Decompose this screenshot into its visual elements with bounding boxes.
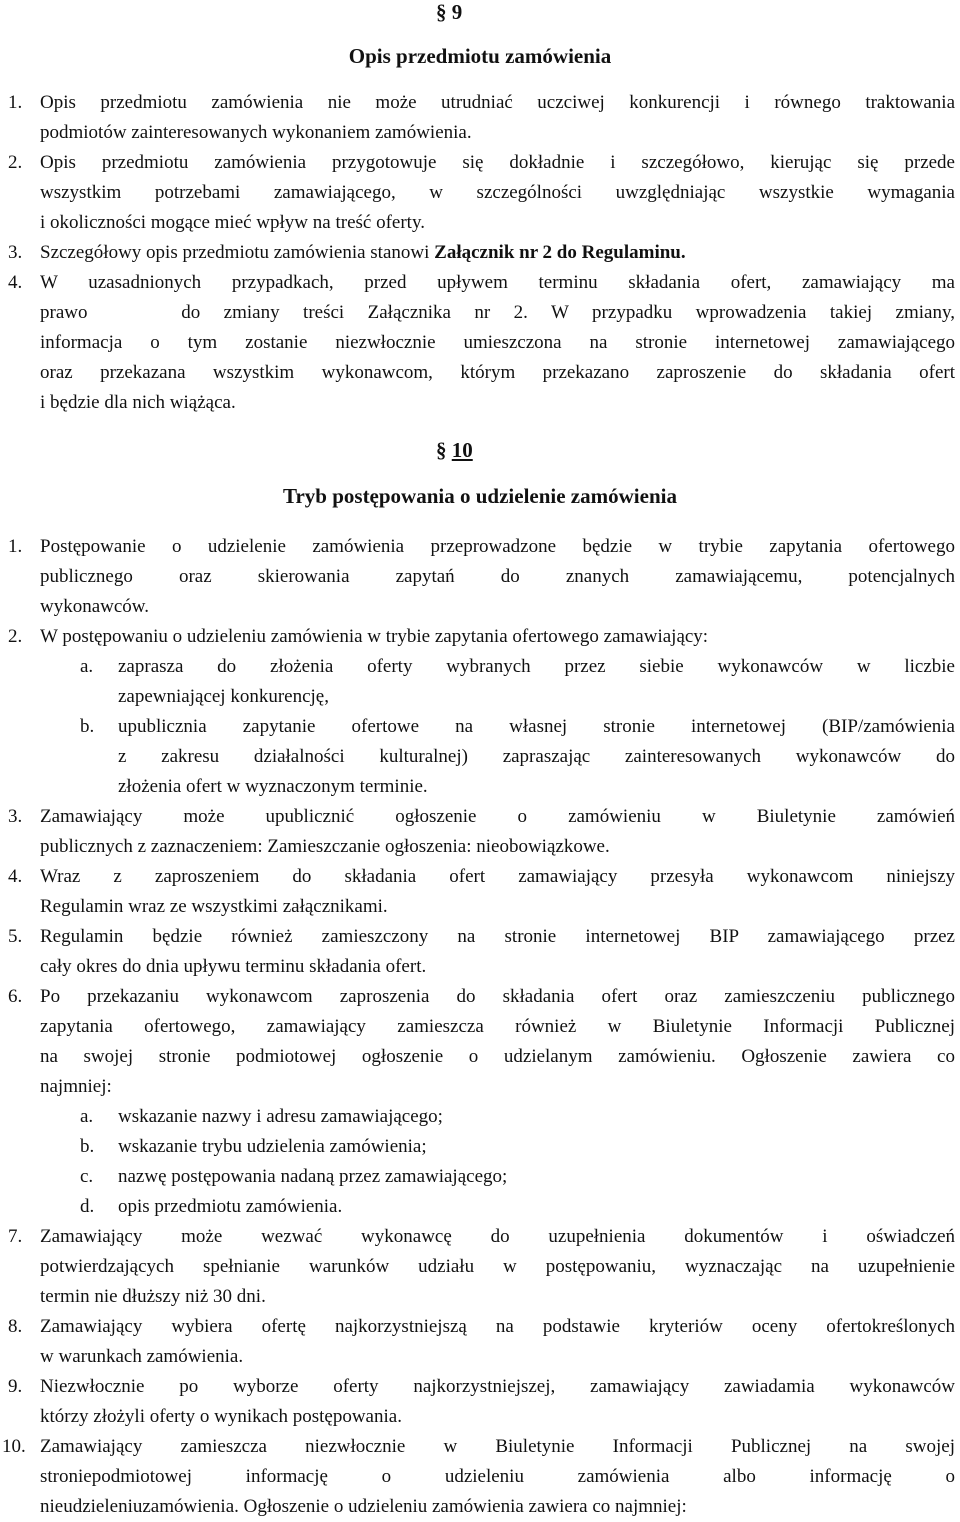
item-number: 3. — [8, 806, 23, 827]
item-line: i będzie dla nich wiążąca. — [40, 392, 236, 413]
item-number: 3. — [8, 242, 23, 263]
section-9-title: Opis przedmiotu zamówienia — [348, 44, 612, 68]
item-line: Zamawiający może wezwać wykonawcę do uzupełnienia dokumentów i oświadczeń — [40, 1226, 955, 1247]
item-line: z zakresu działalności kulturalnej) zapraszając zainteresowanych wykonawców do — [118, 746, 955, 767]
subitem-letter: a. — [80, 1106, 94, 1127]
item-line: którzy złożyli oferty o wynikach postępowania. — [40, 1406, 402, 1427]
item-line: termin nie dłuższy niż 30 dni. — [40, 1286, 266, 1307]
item-line: Regulamin będzie również zamieszczony na stronie internetowej BIP zamawiającego przez — [40, 926, 955, 947]
item-line: Regulamin wraz ze wszystkimi załącznikami. — [40, 896, 388, 917]
item-number: 9. — [8, 1376, 23, 1397]
item-line: Zamawiający zamieszcza niezwłocznie w Biuletynie Informacji Publicznej na swojej — [40, 1436, 955, 1457]
item-line: zaprasza do złożenia oferty wybranych przez siebie wykonawców w liczbie — [118, 656, 955, 677]
item-number: 7. — [8, 1226, 23, 1247]
item-line: informacja o tym zostanie niezwłocznie umieszczona na stronie internetowej zamawiającego — [40, 332, 955, 353]
item-number: 6. — [8, 986, 23, 1007]
item-line: na swojej stronie podmiotowej ogłoszenie o udzielanym zamówieniu. Ogłoszenie zawiera co — [40, 1046, 955, 1067]
item-line: W uzasadnionych przypadkach, przed upływem terminu składania ofert, zamawiający ma — [40, 272, 955, 293]
item-number: 1. — [8, 536, 23, 557]
subitem-letter: a. — [80, 656, 94, 677]
item-line: wykonawców. — [40, 596, 150, 617]
item-number: 2. — [8, 152, 23, 173]
item-line: Opis przedmiotu zamówienia nie może utrudniać uczciwej konkurencji i równego traktowania — [40, 92, 955, 113]
item-line: Po przekazaniu wykonawcom zaproszenia do składania ofert oraz zamieszczeniu publicznego — [40, 986, 955, 1007]
section-10-title: Tryb postępowania o udzielenie zamówienia — [283, 484, 677, 508]
subitem-letter: d. — [80, 1196, 95, 1217]
subitem-letter: c. — [80, 1166, 94, 1187]
item-line: W postępowaniu o udzieleniu zamówienia w trybie zapytania ofertowego zamawiający: — [40, 626, 709, 647]
item-line: cały okres do dnia upływu terminu składania ofert. — [40, 956, 427, 977]
item-line: oraz przekazana wszystkim wykonawcom, którym przekazano zaproszenie do składania ofert — [40, 362, 955, 383]
item-line: w warunkach zamówienia. — [40, 1346, 244, 1367]
subitem-letter: b. — [80, 1136, 95, 1157]
item-line: nazwę postępowania nadaną przez zamawiającego; — [118, 1166, 508, 1187]
item-line: zapytania ofertowego, zamawiający zamieszcza również w Biuletynie Informacji Publicznej — [40, 1016, 955, 1037]
item-line: wszystkim potrzebami zamawiającego, w szczególności uwzględniając wszystkie wymagania — [40, 182, 955, 203]
item-number: 4. — [8, 272, 23, 293]
section-symbol: § — [436, 438, 447, 462]
item-line: potwierdzających spełnianie warunków udziału w postępowaniu, wyznaczając na uzupełnienie — [40, 1256, 955, 1277]
item-line: i okoliczności mogące mieć wpływ na treść oferty. — [40, 212, 425, 233]
item-line: Niezwłocznie po wyborze oferty najkorzystniejszej, zamawiający zawiadamia wykonawców — [40, 1376, 955, 1397]
item-line: najmniej: — [40, 1076, 112, 1097]
item-line: stroniepodmiotowej informację o udzieleniu zamówienia albo informację o — [40, 1466, 955, 1487]
item-number: 10. — [2, 1436, 26, 1457]
item-line: Postępowanie o udzielenie zamówienia przeprowadzone będzie w trybie zapytania ofertowego — [40, 536, 955, 557]
item-line: zapewniającej konkurencję, — [118, 686, 329, 707]
item-line: złożenia ofert w wyznaczonym terminie. — [118, 776, 428, 797]
item-number: 4. — [8, 866, 23, 887]
section-9-number: § 9 — [436, 0, 463, 24]
item-number: 5. — [8, 926, 23, 947]
item-line: Wraz z zaproszeniem do składania ofert zamawiający przesyła wykonawcom niniejszy — [40, 866, 955, 887]
section-number: 10 — [451, 438, 473, 462]
subitem-letter: b. — [80, 716, 95, 737]
item-number: 1. — [8, 92, 23, 113]
item-line: podmiotów zainteresowanych wykonaniem zamówienia. — [40, 122, 472, 143]
attachment-reference: Załącznik nr 2 do Regulaminu. — [434, 242, 686, 263]
item-line: publicznych z zaznaczeniem: Zamieszczanie ogłoszenia: nieobowiązkowe. — [40, 836, 610, 857]
item-line: wskazanie nazwy i adresu zamawiającego; — [118, 1106, 443, 1127]
item-line: nieudzieleniuzamówienia. Ogłoszenie o udzieleniu zamówienia zawiera co najmniej: — [40, 1496, 687, 1517]
item-line: wskazanie trybu udzielenia zamówienia; — [118, 1136, 427, 1157]
item-line: prawo do zmiany treści Załącznika nr 2. W przypadku wprowadzenia takiej zmiany, — [40, 302, 955, 323]
item-line: opis przedmiotu zamówienia. — [118, 1196, 343, 1217]
item-line: publicznego oraz skierowania zapytań do znanych zamawiającemu, potencjalnych — [40, 566, 955, 587]
item-number: 2. — [8, 626, 23, 647]
section-10-number — [436, 438, 473, 463]
item-line: Zamawiający wybiera ofertę najkorzystniejszą na podstawie kryteriów oceny ofertokreślonych — [40, 1316, 955, 1337]
item-line: Opis przedmiotu zamówienia przygotowuje się dokładnie i szczegółowo, kierując się przede — [40, 152, 955, 173]
item-number: 8. — [8, 1316, 23, 1337]
item-text: Szczegółowy opis przedmiotu zamówienia stanowi — [40, 242, 435, 263]
item-line: upublicznia zapytanie ofertowe na własnej stronie internetowej (BIP/zamówienia — [118, 716, 955, 737]
item-line: Zamawiający może upublicznić ogłoszenie o zamówieniu w Biuletynie zamówień — [40, 806, 955, 827]
